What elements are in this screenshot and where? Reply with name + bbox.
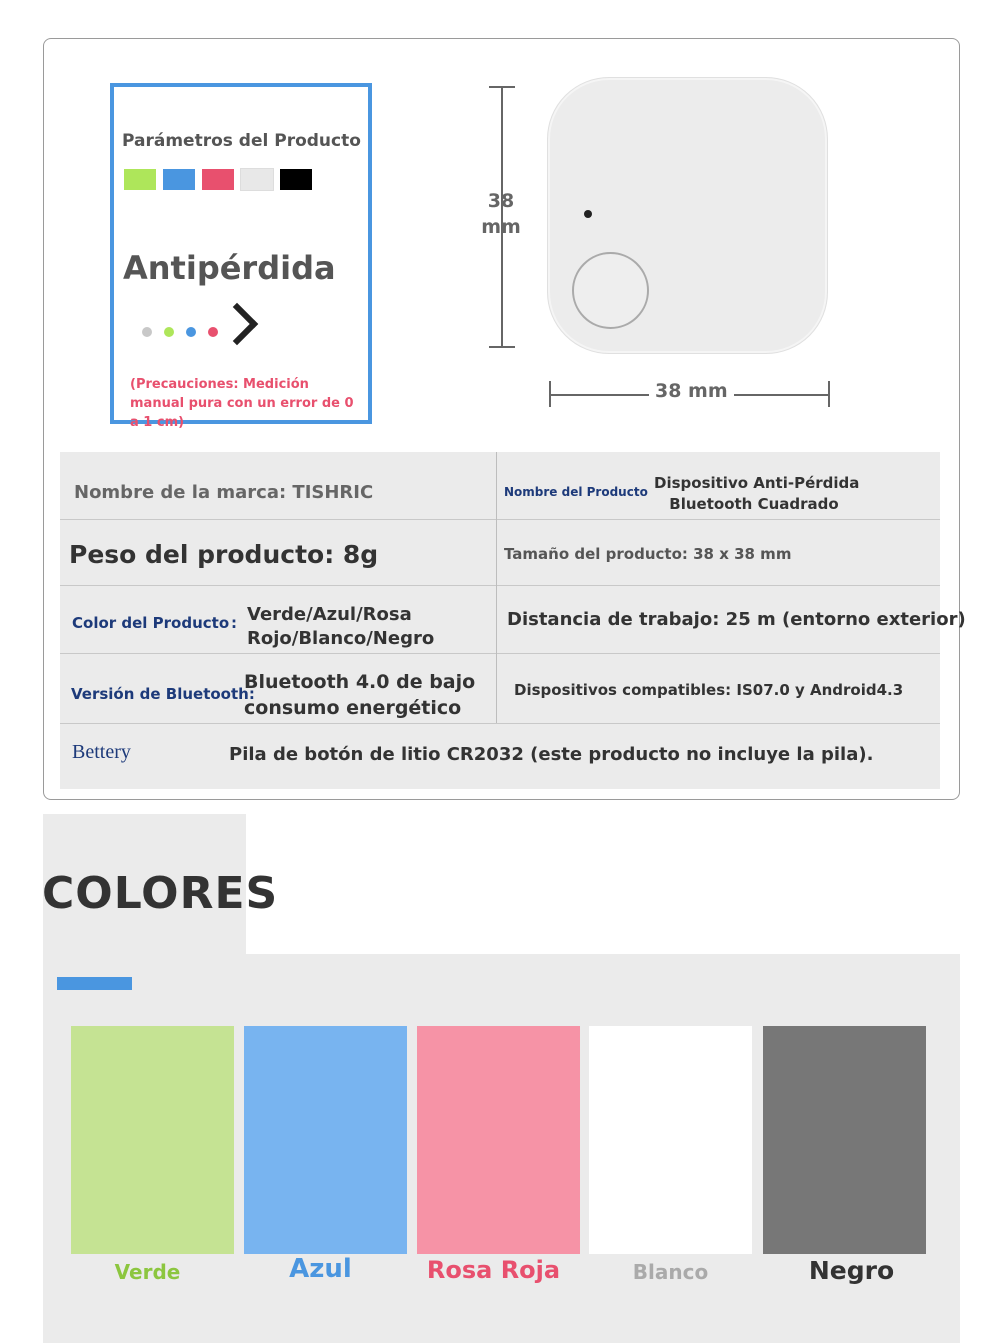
color-block-negro	[763, 1026, 926, 1254]
color-label: Color del Producto	[72, 614, 230, 632]
bluetooth-value	[244, 669, 475, 721]
dot-pink	[208, 327, 218, 337]
spec-row-3	[60, 586, 966, 654]
swatch-black	[280, 169, 312, 190]
battery-label: Bettery	[72, 741, 131, 763]
width-dimension-label: 38 mm	[649, 380, 734, 402]
color-label-rosa-roja: Rosa Roja	[426, 1256, 561, 1284]
bluetooth-label: Versión de Bluetooth:	[71, 685, 255, 703]
product-name-value	[654, 473, 860, 515]
spec-column-divider	[496, 452, 497, 723]
spec-table	[60, 452, 966, 789]
height-value: 38	[487, 190, 515, 212]
color-label-negro: Negro	[808, 1256, 895, 1285]
color-value	[247, 603, 434, 651]
color-swatch-row	[124, 169, 312, 190]
swatch-pink	[202, 169, 234, 190]
height-dimension-label	[476, 188, 526, 240]
brand-name: Nombre de la marca: TISHRIC	[74, 482, 374, 503]
color-line-1: Verde/Azul/Rosa	[247, 604, 412, 625]
product-name-line-1: Dispositivo Anti-Pérdida	[654, 474, 860, 492]
bluetooth-line-2: consumo energético	[244, 697, 462, 719]
swatch-green	[124, 169, 156, 190]
color-label-azul: Azul	[289, 1254, 352, 1284]
swatch-blue	[163, 169, 195, 190]
swatch-white	[241, 169, 273, 190]
anti-loss-heading: Antipérdida	[123, 249, 336, 287]
color-block-verde	[71, 1026, 234, 1254]
product-weight: Peso del producto: 8g	[69, 540, 379, 569]
chevron-right-icon	[216, 303, 258, 345]
dot-blue	[186, 327, 196, 337]
height-dimension-cap-bottom	[489, 346, 515, 348]
bluetooth-line-1: Bluetooth 4.0 de bajo	[244, 671, 476, 693]
color-label-verde: Verde	[114, 1260, 181, 1284]
dot-green	[164, 327, 174, 337]
product-size: Tamaño del producto: 38 x 38 mm	[504, 545, 792, 563]
height-unit: mm	[481, 216, 521, 238]
color-label-blanco: Blanco	[632, 1260, 709, 1284]
color-block-azul	[244, 1026, 407, 1254]
height-dimension-cap-top	[489, 86, 515, 88]
parameters-title: Parámetros del Producto	[122, 131, 361, 151]
colors-section-title: COLORES	[42, 868, 279, 919]
product-name-label: Nombre del Producto	[504, 485, 648, 499]
tracker-device-image	[547, 77, 828, 354]
device-button	[572, 252, 649, 329]
spec-row-1	[60, 452, 940, 520]
width-dimension-cap-right	[828, 381, 830, 407]
working-distance: Distancia de trabajo: 25 m (entorno exterior)	[507, 609, 966, 630]
width-dimension-cap-left	[549, 381, 551, 407]
colors-accent-bar	[57, 977, 132, 990]
device-led-hole	[584, 210, 592, 218]
compatible-devices: Dispositivos compatibles: IS07.0 y Android4.3	[514, 681, 904, 699]
color-colon: :	[231, 614, 237, 632]
dot-grey	[142, 327, 152, 337]
spec-row-2	[60, 520, 940, 586]
parameters-card	[110, 83, 372, 430]
spec-row-4	[60, 654, 940, 724]
dot-row	[142, 327, 218, 337]
battery-value: Pila de botón de litio CR2032 (este producto no incluye la pila).	[229, 744, 874, 765]
caution-note: (Precauciones: Medición manual pura con un error de 0 a 1 cm)	[130, 377, 354, 430]
color-block-blanco	[589, 1026, 752, 1254]
color-line-2: Rojo/Blanco/Negro	[247, 628, 435, 649]
product-name-line-2: Bluetooth Cuadrado	[669, 495, 839, 513]
color-block-rosa-roja	[417, 1026, 580, 1254]
